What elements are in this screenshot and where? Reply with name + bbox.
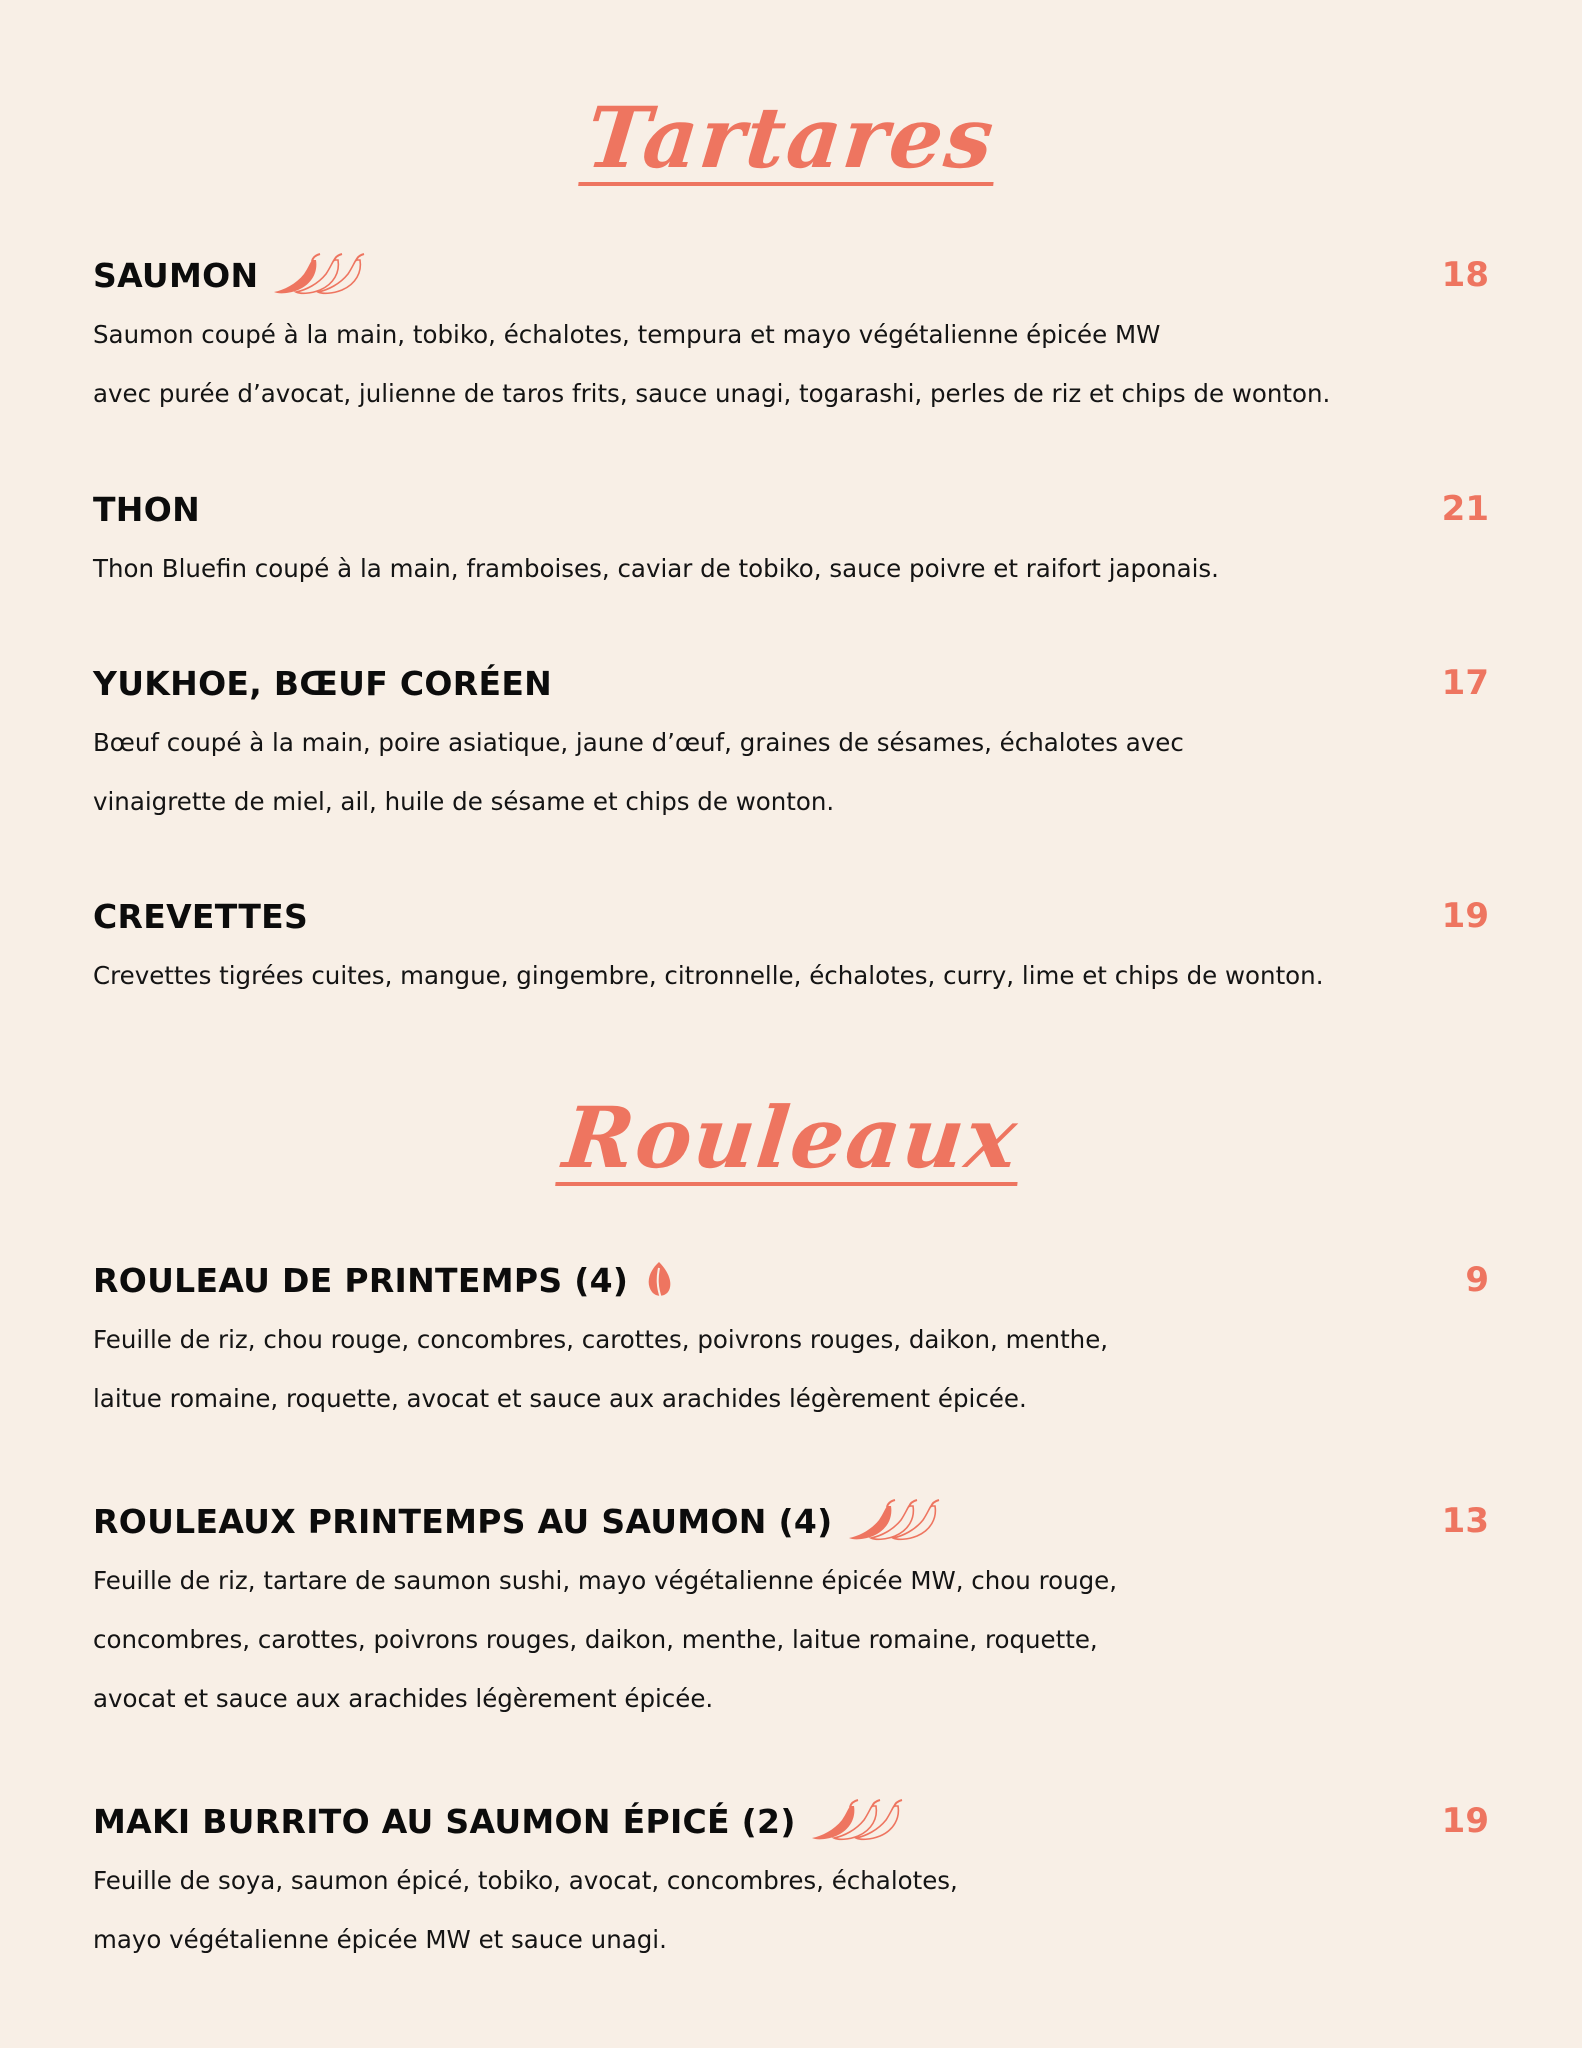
item-price: 21 xyxy=(1441,489,1489,529)
item-header xyxy=(93,894,1489,938)
description-line: Feuille de riz, chou rouge, concombres, carottes, poivrons rouges, daikon, menthe, xyxy=(93,1325,1109,1354)
item-header xyxy=(93,1799,1489,1843)
item-description xyxy=(93,713,1489,831)
spice-rating xyxy=(272,253,368,297)
item-description xyxy=(93,539,1489,598)
chili-rating-icons xyxy=(847,1498,943,1544)
description-line: avec purée d’avocat, julienne de taros frits, sauce unagi, togarashi, perles de riz et chips de wonton. xyxy=(93,379,1331,408)
item-header xyxy=(93,253,1489,297)
menu-item-crevettes xyxy=(93,894,1489,1005)
item-name: YUKHOE, BŒUF CORÉEN xyxy=(93,663,553,703)
item-name: ROULEAUX PRINTEMPS AU SAUMON (4) xyxy=(93,1501,833,1541)
chili-rating-icons xyxy=(810,1798,906,1844)
menu-item-rouleaux-saumon xyxy=(93,1499,1489,1728)
description-line: Feuille de soya, saumon épicé, tobiko, avocat, concombres, échalotes, xyxy=(93,1866,958,1895)
item-name: THON xyxy=(93,489,200,529)
item-name: MAKI BURRITO AU SAUMON ÉPICÉ (2) xyxy=(93,1801,796,1841)
item-price: 18 xyxy=(1441,255,1489,295)
description-line: laitue romaine, roquette, avocat et sauce aux arachides légèrement épicée. xyxy=(93,1384,1027,1413)
description-line: Saumon coupé à la main, tobiko, échalotes, tempura et mayo végétalienne épicée MW xyxy=(93,320,1161,349)
description-line: Feuille de riz, tartare de saumon sushi, mayo végétalienne épicée MW, chou rouge, xyxy=(93,1566,1118,1595)
description-line: Crevettes tigrées cuites, mangue, gingembre, citronnelle, échalotes, curry, lime et chips de wonton. xyxy=(93,961,1324,990)
item-price: 13 xyxy=(1441,1501,1489,1541)
item-price: 19 xyxy=(1441,1801,1489,1841)
section-title-text: Tartares xyxy=(578,94,1003,186)
item-price: 9 xyxy=(1465,1260,1489,1300)
item-name: CREVETTES xyxy=(93,896,309,936)
menu-item-thon xyxy=(93,487,1489,598)
section-title-tartares xyxy=(0,88,1582,187)
section-title-text: Rouleaux xyxy=(555,1094,1027,1186)
item-price: 17 xyxy=(1441,663,1489,703)
description-line: mayo végétalienne épicée MW et sauce unagi. xyxy=(93,1925,667,1954)
item-description xyxy=(93,946,1489,1005)
chili-filled-icon xyxy=(812,1800,858,1839)
item-header xyxy=(93,1258,1489,1302)
leaf-icon xyxy=(642,1258,676,1302)
item-description xyxy=(93,1551,1489,1728)
menu-item-rouleau-printemps xyxy=(93,1258,1489,1428)
chili-rating-icons xyxy=(272,252,368,298)
spice-rating xyxy=(847,1499,943,1543)
item-description xyxy=(93,1310,1489,1428)
chili-filled-icon xyxy=(849,1500,895,1539)
section-title-rouleaux xyxy=(0,1088,1582,1187)
menu-item-saumon xyxy=(93,253,1489,423)
leaf-icon-shape xyxy=(642,1260,676,1300)
description-line: concombres, carottes, poivrons rouges, daikon, menthe, laitue romaine, roquette, xyxy=(93,1625,1098,1654)
item-description xyxy=(93,305,1489,423)
description-line: Bœuf coupé à la main, poire asiatique, jaune d’œuf, graines de sésames, échalotes avec xyxy=(93,728,1184,757)
item-header xyxy=(93,487,1489,531)
item-name: ROULEAU DE PRINTEMPS (4) xyxy=(93,1260,629,1300)
description-line: vinaigrette de miel, ail, huile de sésame et chips de wonton. xyxy=(93,787,835,816)
spice-rating xyxy=(810,1799,906,1843)
item-price: 19 xyxy=(1441,896,1489,936)
description-line: avocat et sauce aux arachides légèrement épicée. xyxy=(93,1684,714,1713)
menu-item-yukhoe xyxy=(93,661,1489,831)
item-header xyxy=(93,661,1489,705)
description-line: Thon Bluefin coupé à la main, framboises, caviar de tobiko, sauce poivre et raifort japonais. xyxy=(93,554,1219,583)
item-name: SAUMON xyxy=(93,255,259,295)
item-description xyxy=(93,1851,1489,1969)
menu-item-maki-burrito xyxy=(93,1799,1489,1969)
item-header xyxy=(93,1499,1489,1543)
chili-filled-icon xyxy=(274,254,320,293)
